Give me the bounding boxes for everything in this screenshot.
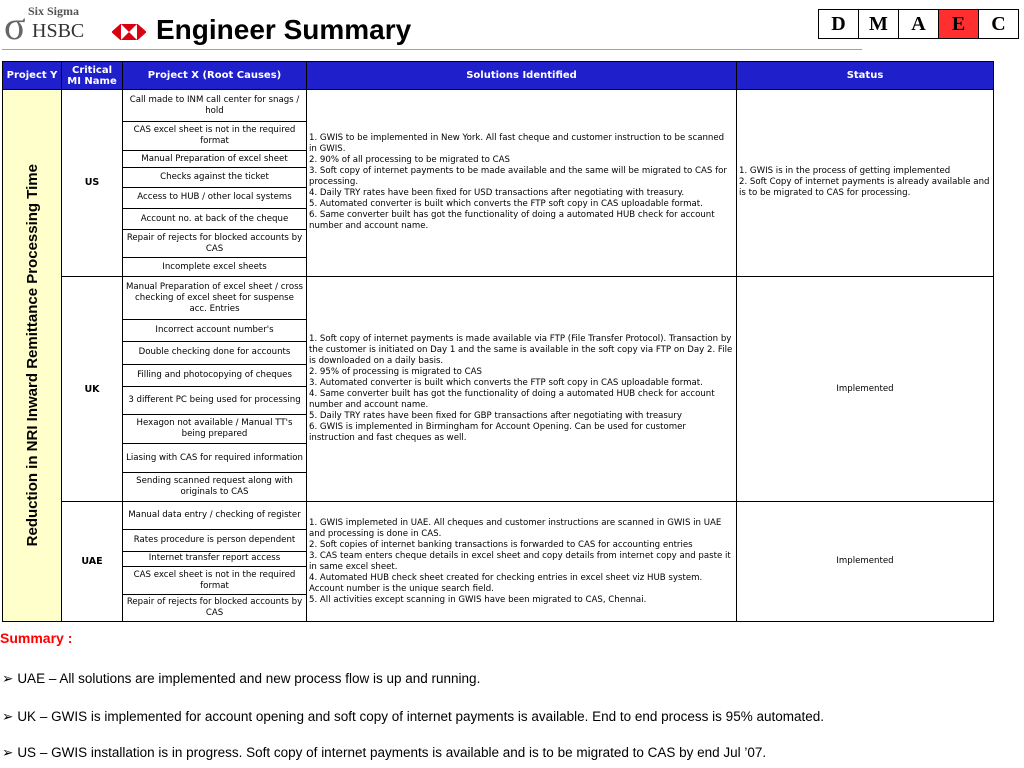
root-cause-cell: Hexagon not available / Manual TT's being prepared (123, 415, 307, 444)
arrow-bullet-icon: ➢ (2, 671, 14, 686)
root-cause-cell: Filling and photocopying of cheques (123, 364, 307, 387)
page-title: Engineer Summary (156, 14, 412, 45)
root-cause-cell: 3 different PC being used for processing (123, 387, 307, 415)
status-uae: Implemented (737, 502, 994, 622)
root-cause-cell: Double checking done for accounts (123, 342, 307, 365)
root-cause-cell: Account no. at back of the cheque (123, 208, 307, 230)
solutions-text: 1. GWIS implemeted in UAE. All cheques and customer instructions are scanned in GWIS in UAE and processing is done in CAS. 2. Soft copies of internet banking transactions is forwarded to CAS for accounting entries 3. CAS team enters cheque details in excel sheet and copy details from internet copy and paste it in same excel sheet. 4. Automated HUB check sheet created for checking entries in excel sheet viz HUB system. Account number is the unique search field. 5. All activities except scanning in GWIS have been migrated to CAS, Chennai. (309, 517, 731, 605)
solutions-text: 1. GWIS to be implemented in New York. All fast cheque and customer instruction to be scanned in GWIS. 2. 90% of all processing to be migrated to CAS 3. Soft copy of internet payments to be made available and the same will be migrated to CAS for processing. 4. Daily TRY rates have been fixed for USD transactions after negotiating with treasury. 5. Automated converter is built which converts the FTP soft copy in CAS uploadable format. 6. Same converter built has got the functionality of doing a automated HUB check for account number and account name. (309, 133, 727, 232)
root-cause-cell: Sending scanned request along with originals to CAS (123, 473, 307, 502)
solutions-uk (307, 276, 737, 501)
summary-item (2, 745, 766, 761)
root-cause-cell: CAS excel sheet is not in the required format (123, 122, 307, 151)
root-cause-cell: Internet transfer report access (123, 551, 307, 566)
header-critical-mi-name: Critical MI Name (62, 62, 123, 90)
root-cause-cell: Access to HUB / other local systems (123, 188, 307, 209)
engineer-summary-table (2, 61, 994, 622)
header-solutions: Solutions Identified (307, 62, 737, 90)
root-cause-cell: Manual Preparation of excel sheet (123, 150, 307, 168)
arrow-bullet-icon: ➢ (2, 709, 14, 724)
hsbc-label: HSBC (32, 20, 85, 42)
root-cause-cell: Incorrect account number's (123, 320, 307, 342)
header-status: Status (737, 62, 994, 90)
arrow-bullet-icon: ➢ (2, 745, 14, 760)
status-text: 1. GWIS is in the process of getting implemented 2. Soft Copy of internet payments is already available and is to be migrated to CAS for processing. (739, 166, 990, 199)
solutions-uae (307, 502, 737, 622)
solutions-text: 1. Soft copy of internet payments is made available via FTP (File Transfer Protocol). Transaction by the customer is initiated on Day 1 and the same is available in the soft copy via FTP on Day 2. File is downloaded on a daily basis. 2. 95% of processing is migrated to CAS 3. Automated converter is built which converts the FTP soft copy in CAS uploadable format. 4. Same converter built has got the functionality of doing a automated HUB check for account number and account name. 5. Daily TRY rates have been fixed for GBP transactions after negotiating with treasury 6. GWIS is implemented in Birmingham for Account Opening. Can be used for customer instruction and fast cheques as well. (309, 334, 733, 444)
root-cause-cell: Call made to INM call center for snags / hold (123, 90, 307, 122)
project-y-cell (3, 90, 62, 622)
solutions-us (307, 90, 737, 277)
mi-name-uae: UAE (62, 502, 123, 622)
status-uk: Implemented (737, 276, 994, 501)
root-cause-cell: Rates procedure is person dependent (123, 529, 307, 551)
header-project-x: Project X (Root Causes) (123, 62, 307, 90)
title-divider (2, 49, 862, 50)
status-us (737, 90, 994, 277)
summary-text: UK – GWIS is implemented for account opening and soft copy of internet payments is available. End to end process is 95% automated. (17, 709, 825, 724)
mi-name-us: US (62, 90, 123, 277)
sigma-icon: σ (4, 3, 26, 48)
phase-define: D (818, 9, 859, 39)
summary-text: UAE – All solutions are implemented and new process flow is up and running. (17, 671, 481, 686)
root-cause-cell: CAS excel sheet is not in the required format (123, 567, 307, 595)
phase-engineer: E (938, 9, 979, 39)
root-cause-cell: Incomplete excel sheets (123, 258, 307, 277)
six-sigma-label: Six Sigma (28, 4, 80, 18)
phase-control: C (978, 9, 1019, 39)
header-project-y: Project Y (3, 62, 62, 90)
hsbc-hexagon-icon (112, 24, 146, 40)
summary-title: Summary : (0, 630, 73, 646)
project-y-label: Reduction in NRI Inward Remittance Processing Time (23, 164, 41, 547)
root-cause-cell: Liasing with CAS for required information (123, 444, 307, 473)
root-cause-cell: Manual data entry / checking of register (123, 502, 307, 530)
root-cause-cell: Checks against the ticket (123, 168, 307, 188)
summary-item (2, 709, 824, 725)
dmaic-phase-indicator (819, 9, 1019, 39)
summary-text: US – GWIS installation is in progress. Soft copy of internet payments is available and is to be migrated to CAS by end Jul ’07. (17, 745, 767, 760)
logo (2, 0, 152, 50)
root-cause-cell: Manual Preparation of excel sheet / cross checking of excel sheet for suspense acc. Entries (123, 276, 307, 319)
phase-analyze: A (898, 9, 939, 39)
mi-name-uk: UK (62, 276, 123, 501)
summary-item (2, 671, 480, 687)
root-cause-cell: Repair of rejects for blocked accounts by CAS (123, 230, 307, 258)
root-cause-cell: Repair of rejects for blocked accounts by CAS (123, 595, 307, 622)
phase-measure: M (858, 9, 899, 39)
